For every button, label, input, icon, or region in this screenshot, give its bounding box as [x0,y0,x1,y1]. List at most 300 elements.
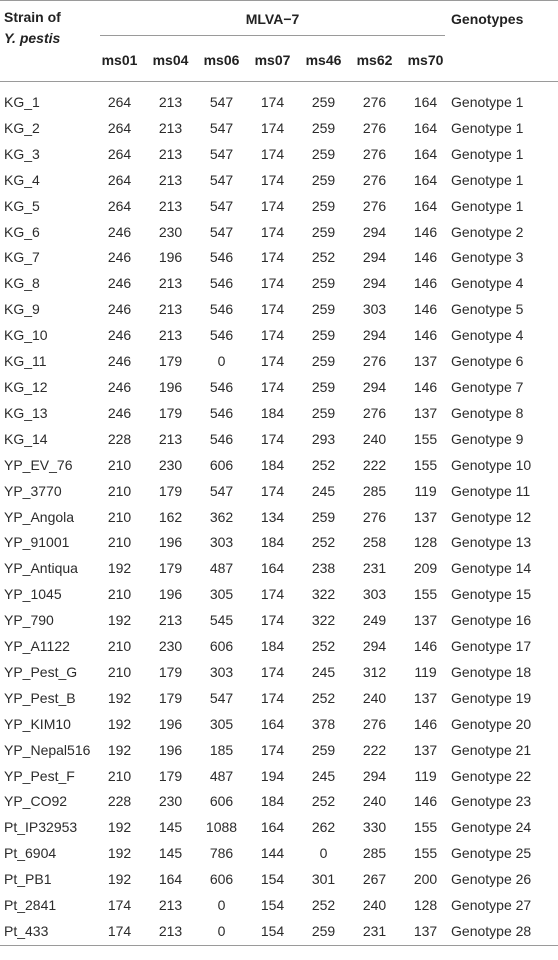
marker-value-cell: 293 [311,430,336,447]
marker-value-cell: 547 [209,145,234,162]
marker-value-cell: 196 [158,534,183,551]
marker-value-cell: 240 [362,430,387,447]
genotype-cell: Genotype 25 [451,845,532,862]
genotype-cell: Genotype 7 [451,378,524,395]
marker-value-cell: 213 [145,919,196,945]
marker-value-cell: 294 [362,767,387,784]
marker-value-cell: 305 [209,715,234,732]
strain-cell: KG_2 [4,119,40,136]
strain-cell: YP_3770 [4,482,62,499]
marker-value-cell: 546 [209,430,234,447]
marker-value-cell: 184 [260,404,285,421]
table-row [0,660,558,686]
marker-value-cell: 137 [413,508,438,525]
table-header [0,1,558,82]
marker-value-cell: 259 [311,197,336,214]
marker-value-cell: 378 [311,715,336,732]
marker-value-cell: 0 [217,897,226,914]
genotype-cell: Genotype 1 [451,171,524,188]
marker-value-cell: 330 [362,819,387,836]
table-body [0,82,558,946]
marker-value-cell: 210 [107,586,132,603]
strain-cell: Pt_PB1 [4,871,52,888]
marker-value-cell: 213 [158,119,183,136]
marker-value-cell: 210 [107,508,132,525]
genotype-cell: Genotype 15 [451,586,532,603]
marker-value-cell: 213 [158,145,183,162]
marker-value-cell: 264 [107,119,132,136]
strain-cell: KG_7 [4,249,40,266]
marker-value-cell: 294 [362,275,387,292]
marker-value-cell: 276 [362,508,387,525]
marker-value-cell: 174 [260,378,285,395]
strain-cell: YP_Pest_B [4,689,76,706]
marker-value-cell: 192 [107,689,132,706]
marker-value-cell: 179 [158,353,183,370]
marker-value-cell: 146 [413,793,438,810]
table-row [0,608,558,634]
marker-value-cell: 184 [260,534,285,551]
marker-value-cell: 231 [349,919,400,945]
marker-value-cell: 192 [107,741,132,758]
marker-value-cell: 213 [158,301,183,318]
marker-value-cell: 164 [158,871,183,888]
marker-value-cell: 146 [413,249,438,266]
genotype-cell: Genotype 2 [451,223,524,240]
genotype-cell: Genotype 24 [451,819,532,836]
marker-value-cell: 146 [413,301,438,318]
table-row [0,168,558,194]
strain-header-label: Strain of [4,9,61,25]
marker-value-cell: 164 [413,145,438,162]
marker-value-cell: 164 [413,171,438,188]
strain-cell: YP_A1122 [4,638,70,655]
marker-value-cell: 174 [260,353,285,370]
marker-value-cell: 164 [260,819,285,836]
marker-value-cell: 276 [362,353,387,370]
marker-value-cell: 546 [209,404,234,421]
strain-cell: YP_EV_76 [4,456,73,473]
marker-value-cell: 259 [311,171,336,188]
table-row [0,271,558,297]
marker-value-cell: 192 [107,819,132,836]
strain-cell: Pt_IP32953 [4,819,78,836]
marker-value-cell: 259 [311,119,336,136]
marker-value-cell: 240 [362,793,387,810]
marker-value-cell: 294 [362,223,387,240]
marker-value-cell: 252 [311,689,336,706]
marker-value-cell: 213 [158,430,183,447]
table-row [0,815,558,841]
marker-value-cell: 137 [413,741,438,758]
marker-value-cell: 137 [413,353,438,370]
marker-value-cell: 146 [413,638,438,655]
table-row [0,349,558,375]
marker-value-cell: 128 [413,534,438,551]
marker-value-cell: 276 [362,171,387,188]
table-row [0,505,558,531]
strain-cell: YP_CO92 [4,793,68,810]
strain-cell: YP_Angola [4,508,75,525]
strain-cell: YP_Pest_G [4,663,78,680]
table-row [0,142,558,168]
mlva-group-header [94,1,451,44]
marker-header: ms01 [94,44,145,82]
marker-value-cell: 154 [260,871,285,888]
marker-value-cell: 196 [158,249,183,266]
marker-value-cell: 264 [107,94,132,110]
marker-value-cell: 119 [414,663,437,680]
genotype-cell: Genotype 18 [451,663,532,680]
marker-value-cell: 245 [311,767,336,784]
marker-value-cell: 164 [413,119,438,136]
marker-value-cell: 246 [107,275,132,292]
marker-value-cell: 303 [209,663,234,680]
marker-value-cell: 487 [209,767,234,784]
table-row [0,789,558,815]
table-row [0,582,558,608]
strain-cell: YP_1045 [4,586,62,603]
marker-value-cell: 174 [260,327,285,344]
marker-value-cell: 240 [362,689,387,706]
marker-value-cell: 262 [311,819,336,836]
marker-value-cell: 213 [158,171,183,188]
marker-value-cell: 276 [362,715,387,732]
marker-value-cell: 222 [362,456,387,473]
marker-value-cell: 245 [311,663,336,680]
strain-cell: KG_5 [4,197,40,214]
marker-value-cell: 230 [158,638,183,655]
marker-value-cell: 259 [311,301,336,318]
table-row [0,712,558,738]
marker-value-cell: 174 [260,94,285,110]
marker-header: ms70 [400,44,451,82]
table-row [0,893,558,919]
marker-value-cell: 305 [209,586,234,603]
marker-value-cell: 210 [107,456,132,473]
marker-value-cell: 164 [413,94,438,110]
genotype-cell: Genotype 17 [451,638,532,655]
marker-value-cell: 174 [107,897,132,914]
marker-value-cell: 547 [209,223,234,240]
marker-value-cell: 137 [413,404,438,421]
marker-value-cell: 174 [260,119,285,136]
marker-value-cell: 213 [158,275,183,292]
table-row [0,764,558,790]
marker-value-cell: 1088 [205,819,238,836]
marker-value-cell: 200 [413,871,438,888]
marker-value-cell: 145 [158,819,183,836]
marker-value-cell: 259 [311,145,336,162]
marker-value-cell: 547 [209,482,234,499]
marker-value-cell: 192 [107,715,132,732]
table-row [0,867,558,893]
marker-value-cell: 134 [260,508,285,525]
marker-value-cell: 213 [158,327,183,344]
marker-value-cell: 155 [413,456,438,473]
marker-value-cell: 546 [209,327,234,344]
marker-value-cell: 0 [217,353,226,370]
marker-value-cell: 155 [413,430,438,447]
marker-value-cell: 259 [311,404,336,421]
marker-value-cell: 294 [362,378,387,395]
genotypes-column-header [451,1,558,82]
marker-value-cell: 252 [311,793,336,810]
genotype-cell: Genotype 9 [451,430,524,447]
marker-value-cell: 179 [158,663,183,680]
marker-value-cell: 246 [107,378,132,395]
table-row [0,297,558,323]
marker-value-cell: 164 [260,560,285,577]
genotype-cell: Genotype 23 [451,793,532,810]
marker-value-cell: 322 [311,586,336,603]
strain-cell: KG_3 [4,145,40,162]
marker-value-cell: 294 [362,327,387,344]
marker-value-cell: 301 [311,871,336,888]
strain-cell: KG_11 [4,353,47,370]
marker-value-cell: 128 [413,897,438,914]
marker-value-cell: 155 [413,845,438,862]
marker-value-cell: 210 [107,534,132,551]
table-row [0,245,558,271]
marker-value-cell: 174 [260,145,285,162]
genotype-cell: Genotype 28 [451,919,558,945]
marker-value-cell: 184 [260,793,285,810]
genotype-cell: Genotype 13 [451,534,532,551]
marker-value-cell: 155 [413,819,438,836]
marker-header: ms62 [349,44,400,82]
strain-cell: YP_Pest_F [4,767,75,784]
marker-value-cell: 179 [158,482,183,499]
marker-value-cell: 185 [209,741,234,758]
table-row [0,220,558,246]
table-row [0,375,558,401]
marker-value-cell: 0 [319,845,328,862]
marker-value-cell: 546 [209,249,234,266]
marker-header: ms07 [247,44,298,82]
table-row [0,427,558,453]
mlva-group-label: MLVA−7 [245,11,300,27]
marker-value-cell: 264 [107,197,132,214]
strain-cell: YP_Antiqua [4,560,78,577]
marker-value-cell: 174 [260,430,285,447]
genotype-cell: Genotype 8 [451,404,524,421]
marker-value-cell: 259 [311,353,336,370]
table-row [0,453,558,479]
marker-value-cell: 606 [209,871,234,888]
marker-value-cell: 252 [311,638,336,655]
marker-value-cell: 362 [209,508,234,525]
table-row [0,738,558,764]
genotype-cell: Genotype 26 [451,871,532,888]
marker-value-cell: 303 [362,586,387,603]
marker-value-cell: 174 [260,689,285,706]
genotype-cell: Genotype 4 [451,275,524,292]
marker-value-cell: 179 [158,560,183,577]
marker-value-cell: 146 [413,715,438,732]
table-row [0,323,558,349]
marker-header: ms46 [298,44,349,82]
marker-value-cell: 144 [260,845,285,862]
marker-value-cell: 174 [260,586,285,603]
strain-cell: YP_91001 [4,534,70,551]
marker-value-cell: 174 [260,612,285,629]
marker-value-cell: 285 [362,845,387,862]
marker-value-cell: 174 [260,275,285,292]
marker-value-cell: 252 [311,456,336,473]
strain-cell: YP_KIM10 [4,715,71,732]
table-row [0,401,558,427]
genotype-cell: Genotype 12 [451,508,532,525]
marker-value-cell: 145 [158,845,183,862]
marker-value-cell: 164 [413,197,438,214]
marker-value-cell: 606 [209,793,234,810]
marker-value-cell: 196 [158,378,183,395]
genotype-cell: Genotype 16 [451,612,532,629]
strain-cell: KG_14 [4,430,48,447]
strain-cell: KG_4 [4,171,40,188]
genotype-cell: Genotype 27 [451,897,532,914]
marker-value-cell: 213 [158,897,183,914]
marker-value-cell: 146 [413,378,438,395]
marker-value-cell: 174 [260,171,285,188]
genotypes-header-label: Genotypes [451,11,524,27]
strain-cell: YP_790 [4,612,54,629]
strain-cell: KG_6 [4,223,40,240]
marker-value-cell: 246 [107,223,132,240]
table-row [0,841,558,867]
genotype-cell: Genotype 11 [451,482,531,499]
marker-value-cell: 154 [260,897,285,914]
marker-value-cell: 606 [209,456,234,473]
marker-value-cell: 267 [362,871,387,888]
marker-value-cell: 222 [362,741,387,758]
marker-value-cell: 137 [413,612,438,629]
genotype-cell: Genotype 1 [451,94,524,110]
marker-value-cell: 174 [260,663,285,680]
marker-value-cell: 238 [311,560,336,577]
marker-value-cell: 258 [362,534,387,551]
marker-value-cell: 276 [362,145,387,162]
marker-value-cell: 276 [362,94,387,110]
marker-value-cell: 547 [209,197,234,214]
marker-value-cell: 294 [362,638,387,655]
marker-value-cell: 174 [260,197,285,214]
marker-value-cell: 547 [209,689,234,706]
marker-value-cell: 209 [413,560,438,577]
table-row [0,919,558,945]
table-row [0,194,558,220]
genotype-cell: Genotype 21 [451,741,532,758]
marker-value-cell: 174 [260,741,285,758]
marker-value-cell: 192 [107,560,132,577]
marker-value-cell: 786 [209,845,234,862]
marker-value-cell: 303 [362,301,387,318]
marker-value-cell: 179 [158,689,183,706]
marker-value-cell: 230 [158,793,183,810]
marker-value-cell: 194 [260,767,285,784]
marker-value-cell: 146 [413,223,438,240]
table-row [0,556,558,582]
marker-value-cell: 240 [362,897,387,914]
marker-value-cell: 184 [260,456,285,473]
marker-value-cell: 210 [107,663,132,680]
marker-value-cell: 285 [362,482,387,499]
marker-value-cell: 322 [311,612,336,629]
marker-value-cell: 264 [107,171,132,188]
genotype-cell: Genotype 19 [451,689,532,706]
marker-value-cell: 154 [247,919,298,945]
table-row [0,479,558,505]
marker-header: ms06 [196,44,247,82]
marker-value-cell: 547 [209,171,234,188]
table-row [0,530,558,556]
genotype-cell: Genotype 1 [451,145,524,162]
strain-cell: KG_9 [4,301,40,318]
marker-value-cell: 228 [107,793,132,810]
marker-value-cell: 252 [311,897,336,914]
genotype-cell: Genotype 14 [451,560,532,577]
marker-value-cell: 231 [362,560,387,577]
marker-value-cell: 246 [107,327,132,344]
marker-value-cell: 192 [107,871,132,888]
marker-value-cell: 174 [260,482,285,499]
marker-value-cell: 249 [362,612,387,629]
marker-value-cell: 146 [413,327,438,344]
marker-value-cell: 252 [311,534,336,551]
marker-value-cell: 252 [311,249,336,266]
marker-value-cell: 264 [107,145,132,162]
marker-value-cell: 213 [158,94,183,110]
marker-value-cell: 246 [107,249,132,266]
table-row [0,116,558,142]
marker-value-cell: 179 [158,404,183,421]
marker-value-cell: 312 [362,663,387,680]
marker-value-cell: 155 [413,586,438,603]
genotype-cell: Genotype 3 [451,249,524,266]
marker-value-cell: 276 [362,404,387,421]
genotype-cell: Genotype 6 [451,353,524,370]
marker-value-cell: 294 [362,249,387,266]
genotype-cell: Genotype 4 [451,327,524,344]
strain-header-species: Y. pestis [4,30,61,46]
marker-value-cell: 546 [209,301,234,318]
marker-value-cell: 230 [158,223,183,240]
strain-column-header [0,1,94,82]
marker-value-cell: 162 [158,508,183,525]
marker-value-cell: 246 [107,301,132,318]
marker-value-cell: 546 [209,378,234,395]
marker-value-cell: 196 [158,586,183,603]
marker-value-cell: 164 [260,715,285,732]
genotype-cell: Genotype 1 [451,119,524,136]
marker-value-cell: 259 [311,94,336,110]
marker-value-cell: 210 [107,767,132,784]
marker-value-cell: 137 [413,689,438,706]
marker-value-cell: 174 [260,223,285,240]
strain-cell: Pt_2841 [4,897,57,914]
marker-value-cell: 119 [414,767,437,784]
marker-value-cell: 137 [400,919,451,945]
marker-value-cell: 303 [209,534,234,551]
marker-value-cell: 210 [107,638,132,655]
marker-value-cell: 259 [311,378,336,395]
genotype-cell: Genotype 10 [451,456,532,473]
marker-value-cell: 546 [209,275,234,292]
marker-value-cell: 210 [107,482,132,499]
marker-value-cell: 192 [107,612,132,629]
strain-cell: KG_13 [4,404,48,421]
